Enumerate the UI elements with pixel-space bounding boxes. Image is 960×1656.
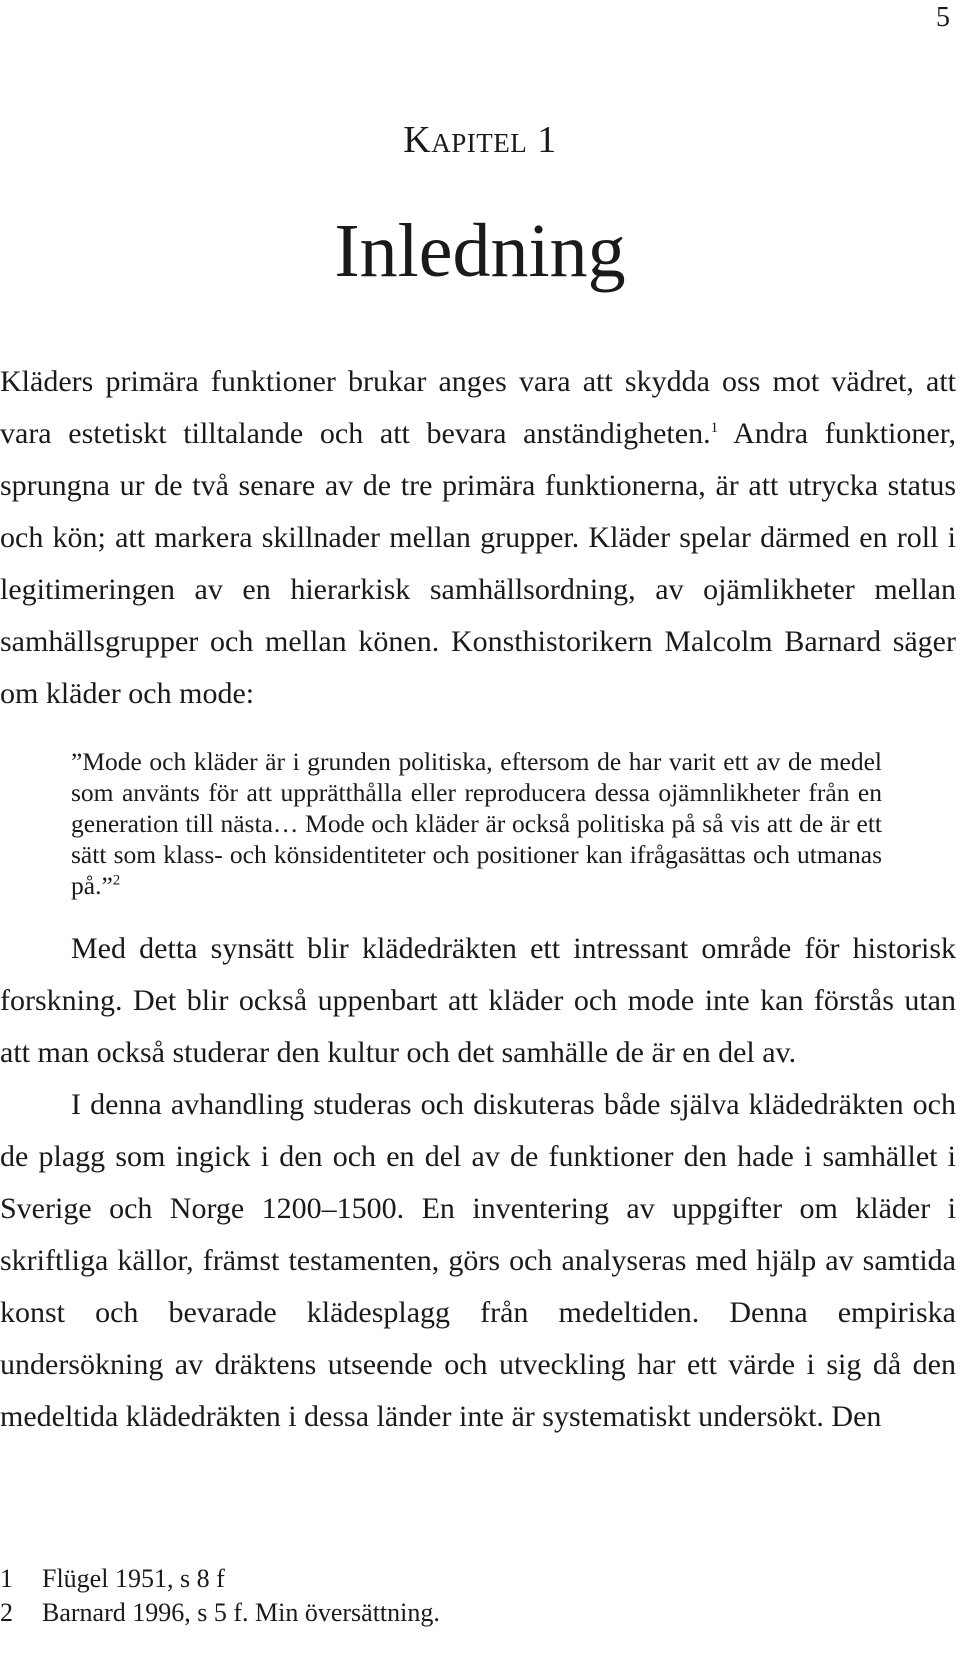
footnote-1 — [0, 1562, 956, 1596]
intro-text-part2: Andra funktioner, sprungna ur de två senare av de tre primära funktionerna, är att utrycka status och kön; att markera skillnader mellan grupper. Kläder spelar därmed en roll i legitimeringen av en hierarkisk samhällsordning, av ojämlikheter mellan samhällsgrupper och mellan könen. Konsthistorikern Malcolm Barnard säger om kläder och mode: — [0, 417, 956, 710]
intro-text-part1: Kläders primära funktioner brukar anges vara att skydda oss mot vädret, att vara estetiskt tilltalande och att bevara anständigheten. — [0, 365, 956, 450]
chapter-label-initial: K — [403, 119, 432, 161]
chapter-title: Inledning — [334, 209, 626, 293]
paragraph-3: I denna avhandling studeras och diskuteras både själva klädedräkten och de plagg som ingick i den och en del av de funktioner den hade i samhället i Sverige och Norge 1200–1500. En inventering av uppgifter om kläder i skriftliga källor, främst testamenten, görs och analyseras med hjälp av samtida konst och bevarade klädesplagg från medeltiden. Denna empiriska undersökning av dräktens utseende och utveckling har ett värde i sig då den medeltida klädedräkten i dessa länder inte är systematiskt undersökt. Den — [0, 1088, 956, 1433]
paragraph-2: Med detta synsätt blir klädedräkten ett intressant område för historisk forskning. Det blir också uppenbart att kläder och mode inte kan förstås utan att man också studerar den kultur och det samhälle de är en del av. — [0, 932, 956, 1069]
quote-text: ”Mode och kläder är i grunden politiska, eftersom de har varit ett av de medel som använts för att upprätthålla eller reproducera dessa ojämnlikheter från en generation till nästa… Mode och kläder är också politiska på så vis att de är ett sätt som klass- och könsidentiteter och positioner kan ifrågasättas och utmanas på.” — [71, 747, 882, 900]
footnote-text: Flügel 1951, s 8 f — [42, 1564, 225, 1593]
footnote-number: 1 — [0, 1564, 13, 1593]
footnote-text: Barnard 1996, s 5 f. Min översättning. — [42, 1598, 440, 1627]
page-number: 5 — [936, 2, 950, 33]
block-quote — [71, 746, 882, 901]
footnote-2 — [0, 1596, 956, 1630]
footnote-ref-2[interactable]: 2 — [112, 872, 121, 889]
chapter-number: 1 — [537, 119, 557, 161]
footnote-number: 2 — [0, 1598, 13, 1627]
chapter-label-rest: APITEL — [431, 128, 528, 158]
footnotes — [0, 1562, 956, 1630]
chapter-label — [0, 118, 960, 162]
footnote-ref-1[interactable]: 1 — [710, 420, 719, 436]
intro-paragraph — [0, 356, 956, 720]
body-text — [0, 356, 956, 1443]
